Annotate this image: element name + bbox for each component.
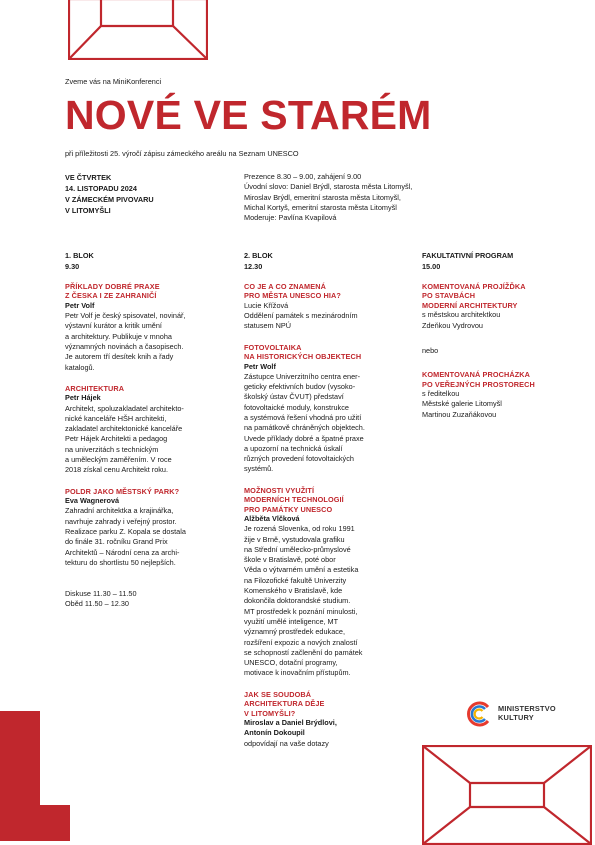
schedule-item: Oběd 11.50 – 12.30 [65,599,129,609]
section-text: nické kanceláře HŠH architekti, [65,413,167,423]
section-title: MODERNÍCH TECHNOLOGIÍ [244,495,344,505]
section-text: využití umělé inteligence, MT [244,616,339,626]
section-text: Komenského v Bratislavě, kde [244,586,343,596]
speaker-name: Petr Wolf [244,361,276,371]
subtitle: při příležitosti 25. výročí zápisu zámeckého areálu na Seznam UNESCO [65,149,299,158]
section-text: na památkově chráněných objektech. [244,423,365,433]
section-text: Zástupce Univerzitního centra ener- [244,371,360,381]
speaker-name: Antonín Dokoupil [244,728,305,738]
section-title: ARCHITEKTURA DĚJE [244,699,325,709]
intro-line: Miroslav Brýdl, emeritní starosta města Litomyšl, [244,192,401,202]
speaker-name: Alžběta Vlčková [244,514,300,523]
fakultativni-section-1 [422,282,592,331]
section-title: ARCHITEKTURA [65,383,125,393]
section-text: statusem NPÚ [244,321,292,331]
speaker-name: Lucie Křížová [244,300,289,310]
blok2-heading: 2. BLOK [244,251,273,260]
section-text: geticky efektivních budov (vysoko- [244,382,356,392]
section-title: MODERNÍ ARCHITEKTURY [422,300,518,310]
blok2-section-2 [244,343,414,475]
section-title: JAK SE SOUDOBÁ [244,689,312,699]
section-text: školský ústav ČVUT) představí [244,392,344,402]
page-title: NOVÉ VE STARÉM [65,92,432,138]
ministry-logo-icon [464,700,492,728]
section-text: a architektury. Publikuje v mnoha [65,331,172,341]
section-title: PRO PAMÁTKY UNESCO [244,504,333,514]
section-text: systémů. [244,464,274,474]
section-title: V LITOMYŠLI? [244,708,296,718]
section-text: fotovoltaické moduly, konstrukce [244,402,349,412]
section-text: Petr Hájek Architekti a pedagog [65,434,168,444]
fakultativni-section-2 [422,370,592,420]
speaker-name: Petr Volf [65,300,95,310]
section-text: s městskou architektkou [422,310,501,320]
section-title: PO STAVBÁCH [422,291,476,301]
blok1-section-3 [65,487,235,568]
schedule-item: Diskuse 11.30 – 11.50 [65,589,137,599]
section-text: Oddělení památek s mezinárodním [244,311,358,321]
section-text: na Filozofické fakultě Univerzity [244,575,347,585]
decorative-corner-bottom-left [0,711,70,841]
section-text: tekturu do shortlistu 50 nejlepších. [65,557,176,567]
when-line: V ZÁMECKÉM PIVOVARU [65,195,154,204]
section-text: Je autorem tří desítek knih a řady [65,352,174,362]
invite-text: Zveme vás na MiniKonferenci [65,77,162,86]
decorative-frame-top [68,0,208,60]
section-text: výstavní kurátor a kritik umění [65,321,162,331]
section-text: významných novinách a časopisech. [65,342,184,351]
section-title: PO VEŘEJNÝCH PROSTORECH [422,379,535,389]
section-text: s ředitelkou [422,388,460,398]
section-title: KOMENTOVANÁ PROCHÁZKA [422,370,531,380]
section-text: na univerzitách s technickým [65,444,159,454]
section-title: FOTOVOLTAIKA [244,342,302,352]
intro-line: Michal Kortyš, emeritní starosta města Litomyšl [244,202,397,212]
section-text: Realizace parku Z. Kopala se dostala [65,526,186,536]
fakultativni-or [422,346,592,356]
section-text: katalogů. [65,362,95,372]
fakultativni-column [422,250,592,420]
blok1-section-1 [65,282,235,373]
section-text: Zdeňkou Vydrovou [422,320,483,330]
section-title: POLDR JAKO MĚSTSKÝ PARK? [65,486,180,496]
logo-line-2: KULTURY [498,712,534,722]
speaker-name: Miroslav a Daniel Brýdlovi, [244,717,337,727]
blok2-column [244,250,414,749]
section-title: KOMENTOVANÁ PROJÍŽĎKA [422,282,526,291]
section-text: různých provedení fotovoltaických [244,454,354,464]
section-text: žije v Brně, vystudovala grafiku [244,534,345,544]
blok2-section-4 [244,690,414,749]
blok2-section-1 [244,282,414,332]
when-line: 14. LISTOPADU 2024 [65,184,137,193]
section-text: a uměleckým zaměřením. V roce [65,455,172,465]
section-title: NA HISTORICKÝCH OBJEKTECH [244,352,362,362]
intro-line: Prezence 8.30 – 9.00, zahájení 9.00 [244,172,362,181]
section-text: rozšíření expozic a nových znalostí [244,637,358,647]
section-text: Zahradní architektka a krajinářka, [65,506,174,516]
section-text: MT prostředek k poznání minulosti, [244,606,358,616]
section-text: Městské galerie Litomyšl [422,399,502,409]
blok1-heading: 1. BLOK [65,251,94,260]
intro-line: Úvodní slovo: Daniel Brýdl, starosta města Litomyšl, [244,182,413,192]
section-text: dokončila doktorandské studium. [244,596,351,606]
section-text: a upozorní na technická úskalí [244,443,343,453]
event-date-place [65,172,154,216]
section-text: UNESCO, dotační programy, [244,658,338,668]
section-title: MOŽNOSTI VYUŽITÍ [244,485,315,495]
section-text: Architekt, spoluzakladatel architekto- [65,403,184,413]
section-title: PRO MĚSTA UNESCO HIA? [244,291,341,301]
section-text: škole v Bratislavě, poté obor [244,555,336,565]
section-text: významný prostředek edukace, [244,627,345,637]
section-text: navrhuje zahrady i veřejný prostor. [65,516,177,526]
section-title: Z ČESKA I ZE ZAHRANIČÍ [65,291,157,301]
section-text: motivace k inovačním přístupům. [244,668,351,678]
section-title: PŘÍKLADY DOBRÉ PRAXE [65,282,160,291]
when-line: V LITOMYŠLI [65,206,111,215]
speaker-name: Petr Hájek [65,393,101,403]
speaker-name: Eva Wagnerová [65,496,120,506]
section-text: Věda o výtvarném umění a estetika [244,565,359,575]
when-line: VE ČTVRTEK [65,173,112,182]
section-text: a systémová řešení vhodná pro užití [244,413,362,422]
section-text: do finále 31. ročníku Grand Prix [65,537,168,547]
logo-line-1: MINISTERSTVO [498,704,556,713]
intro-line: Moderuje: Pavlína Kvapilová [244,213,337,223]
section-text: zakladatel architektonické kanceláře [65,424,183,434]
section-text: na Střední umělecko-průmyslové [244,544,351,554]
section-text: odpovídají na vaše dotazy [244,738,329,748]
or-text: nebo [422,345,439,355]
fakultativni-time: 15.00 [422,262,441,271]
section-text: Petr Volf je český spisovatel, novinář, [65,311,186,321]
section-text: Martinou Zuzaňákovou [422,409,497,419]
blok2-time: 12.30 [244,262,263,271]
section-text: Je rozená Slovenka, od roku 1991 [244,524,355,534]
ministry-logo [464,700,594,732]
fakultativni-heading: FAKULTATIVNÍ PROGRAM [422,251,514,260]
section-text: se schopností začlenění do památek [244,647,363,657]
blok1-time: 9.30 [65,262,80,271]
section-text: Architektů – Národní cena za archi- [65,547,180,557]
section-text: 2018 získal cenu Architekt roku. [65,465,169,475]
section-title: CO JE A CO ZNAMENÁ [244,282,326,291]
blok2-section-3 [244,486,414,679]
decorative-frame-bottom-right [422,745,592,845]
blok1-schedule [65,589,235,610]
intro-block [244,172,412,223]
section-text: Uvede příklady dobré a špatné praxe [244,433,364,443]
blok1-section-2 [65,384,235,476]
blok1-column [65,250,235,610]
